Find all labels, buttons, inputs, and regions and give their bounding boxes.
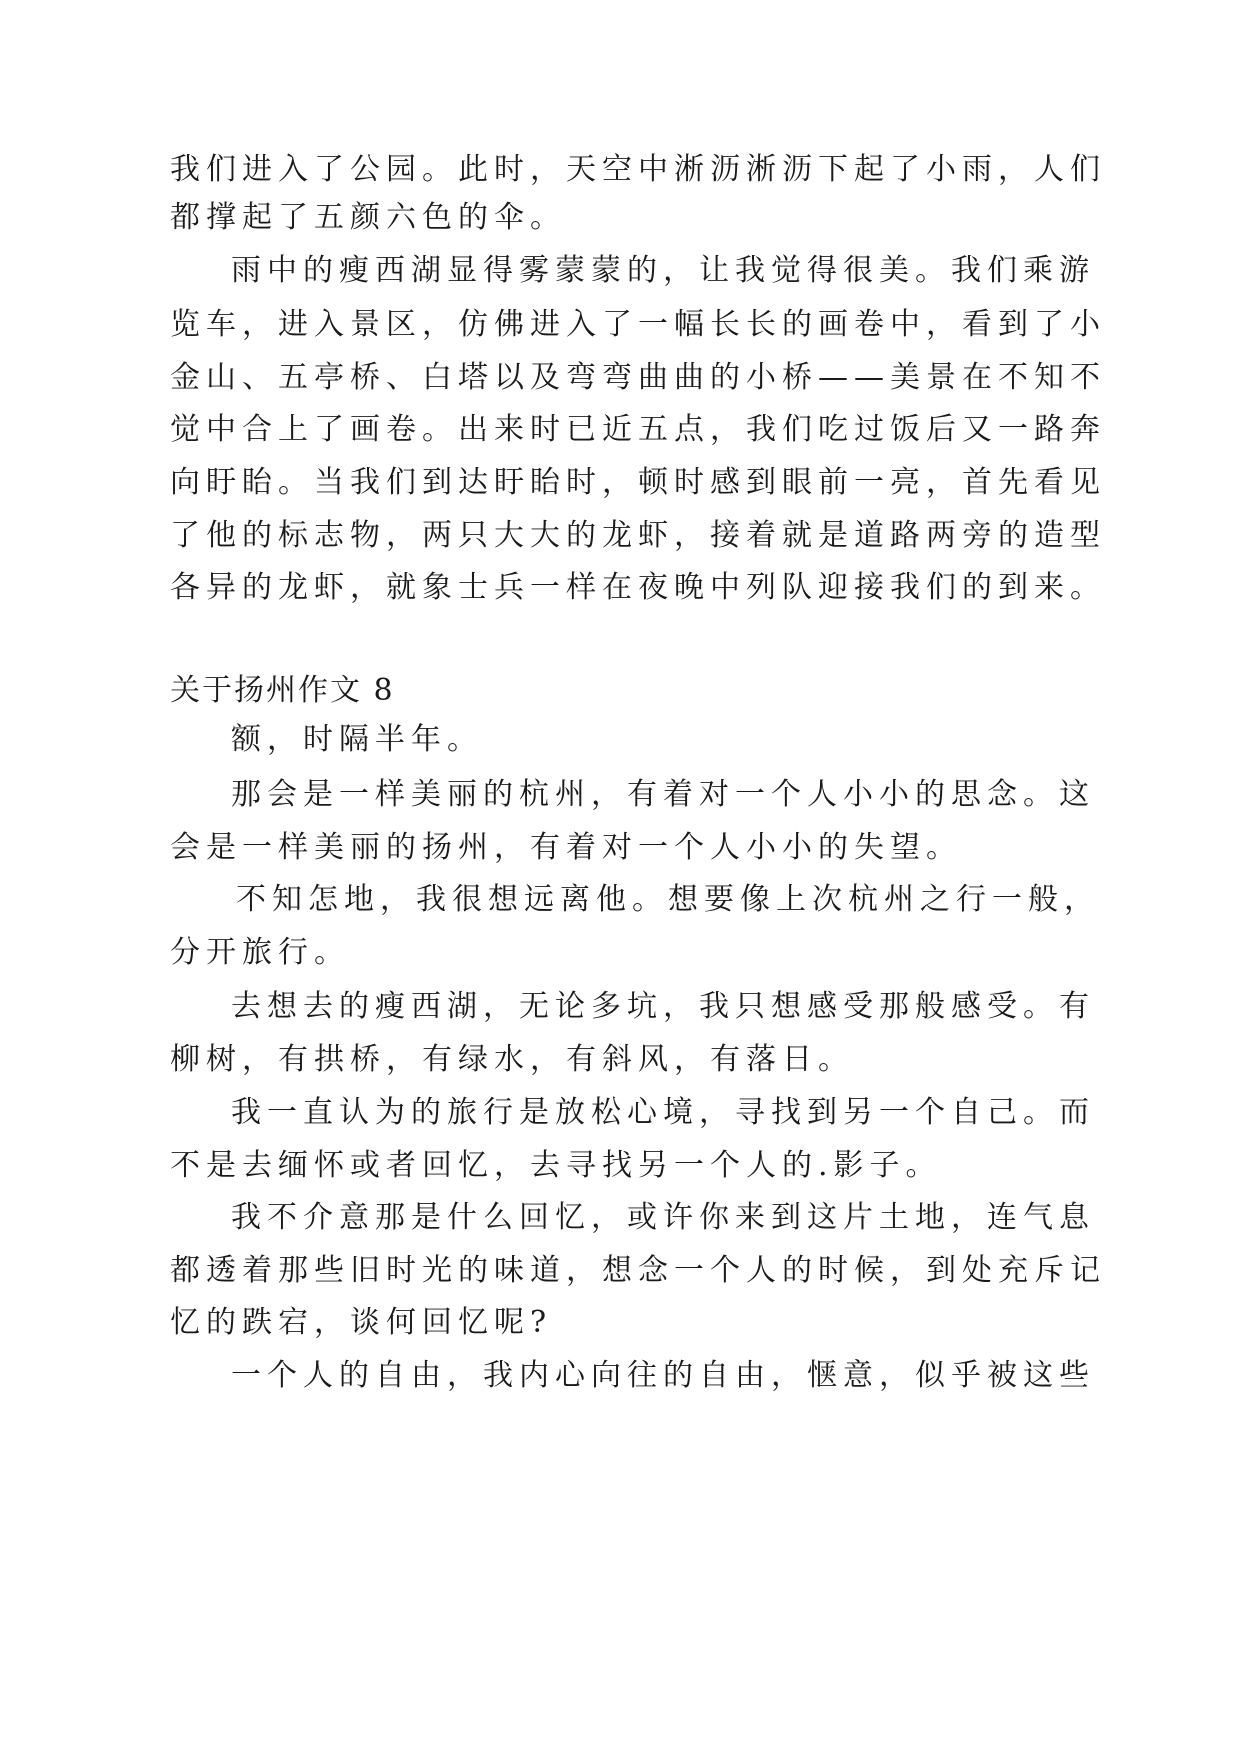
text-line: 览车，进入景区，仿佛进入了一幅长长的画卷中，看到了小 — [170, 307, 1106, 342]
paragraph-start-line: 一个人的自由，我内心向往的自由，惬意，似乎被这些 — [231, 1358, 1095, 1393]
text-line: 分开旅行。 — [170, 935, 350, 970]
text-line: 柳树，有拱桥，有绿水，有斜风，有落日。 — [170, 1042, 854, 1077]
section-heading: 关于扬州作文 8 — [170, 673, 395, 708]
paragraph-start-line: 去想去的瘦西湖，无论多坑，我只想感受那般感受。有 — [231, 989, 1095, 1024]
paragraph-start-line: 不知怎地，我很想远离他。想要像上次杭州之行一般， — [236, 882, 1100, 917]
text-line: 都透着那些旧时光的味道，想念一个人的时候，到处充斥记 — [170, 1253, 1106, 1288]
text-line: 向盱眙。当我们到达盱眙时，顿时感到眼前一亮，首先看见 — [170, 465, 1106, 500]
text-line: 忆的跌宕，谈何回忆呢? — [170, 1305, 553, 1340]
paragraph-start-line: 那会是一样美丽的杭州，有着对一个人小小的思念。这 — [231, 777, 1095, 812]
text-line: 了他的标志物，两只大大的龙虾，接着就是道路两旁的造型 — [170, 518, 1106, 553]
text-line: 都撑起了五颜六色的伞。 — [170, 200, 566, 235]
paragraph-start-line: 雨中的瘦西湖显得雾蒙蒙的，让我觉得很美。我们乘游 — [231, 253, 1095, 288]
text-line: 金山、五亭桥、白塔以及弯弯曲曲的小桥——美景在不知不 — [170, 360, 1106, 395]
paragraph-start-line: 我一直认为的旅行是放松心境，寻找到另一个自己。而 — [231, 1095, 1095, 1130]
text-line: 觉中合上了画卷。出来时已近五点，我们吃过饭后又一路奔 — [170, 412, 1106, 447]
text-line: 各异的龙虾，就象士兵一样在夜晚中列队迎接我们的到来。 — [170, 570, 1106, 605]
text-line: 会是一样美丽的扬州，有着对一个人小小的失望。 — [170, 830, 962, 865]
text-line: 不是去缅怀或者回忆，去寻找另一个人的.影子。 — [170, 1148, 942, 1183]
paragraph-start-line: 我不介意那是什么回忆，或许你来到这片土地，连气息 — [231, 1200, 1095, 1235]
text-line: 我们进入了公园。此时，天空中淅沥淅沥下起了小雨，人们 — [170, 152, 1106, 187]
paragraph-start-line: 额，时隔半年。 — [231, 722, 483, 757]
